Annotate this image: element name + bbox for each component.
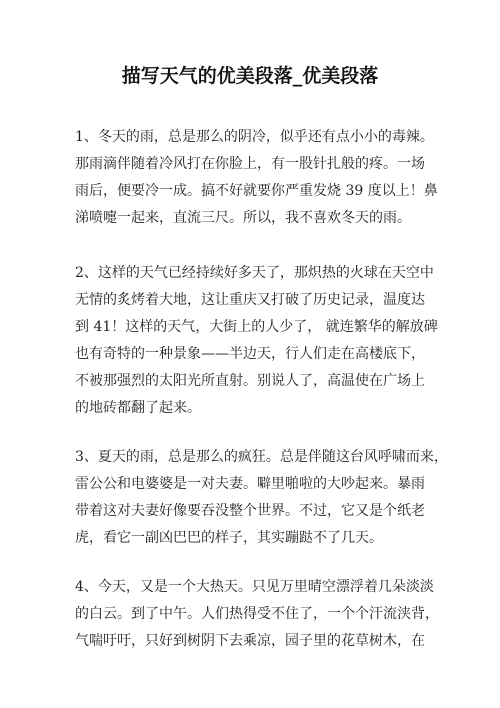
paragraph-line: 雨后，便要冷一成。搞不好就要你严重发烧 39 度以上！鼻 [75,183,438,199]
paragraph-line: 的白云。到了中午。人们热得受不住了，一个个汗流浃背， [75,606,439,622]
paragraph-line: 雷公公和电婆婆是一对夫妻。噼里啪啦的大吵起来。暴雨 [75,476,425,492]
paragraph-line: 1、冬天的雨，总是那么的阴冷，似乎还有点小小的毒辣。 [75,129,434,145]
document-title: 描写天气的优美段落_优美段落 [121,65,379,87]
paragraph-line: 那雨滴伴随着冷风打在你脸上，有一股针扎般的疼。一场 [75,156,425,172]
paragraph-2 [75,260,438,422]
paragraph-line: 也有奇特的一种景象——半边天，行人们走在高楼底下， [75,346,425,362]
paragraph-line: 3、夏天的雨，总是那么的疯狂。总是伴随这台风呼啸而来， [75,449,448,465]
paragraph-line: 无情的炙烤着大地，这让重庆又打破了历史记录，温度达 [75,292,425,308]
paragraph-line: 2、这样的天气已经持续好多天了，那炽热的火球在天空中 [75,265,434,281]
paragraph-line: 气喘吁吁，只好到树阴下去乘凉，园子里的花草树木，在 [75,633,425,649]
paragraph-1 [75,124,438,232]
paragraph-line: 虎，看它一副凶巴巴的样子，其实蹦跶不了几天。 [75,530,383,546]
paragraph-3 [75,444,448,552]
paragraph-line: 涕喷嚏一起来，直流三尺。所以，我不喜欢冬天的雨。 [75,210,411,226]
paragraph-4 [75,574,439,655]
paragraph-line: 的地砖都翻了起来。 [75,400,201,416]
paragraph-line: 到 41！这样的天气，大街上的人少了， 就连繁华的解放碑 [75,319,438,335]
paragraph-line: 带着这对夫妻好像要吞没整个世界。不过，它又是个纸老 [75,503,425,519]
paragraph-line: 不被那强烈的太阳光所直射。别说人了，高温使在广场上 [75,373,425,389]
paragraph-line: 4、今天，又是一个大热天。只见万里晴空漂浮着几朵淡淡 [75,579,434,595]
